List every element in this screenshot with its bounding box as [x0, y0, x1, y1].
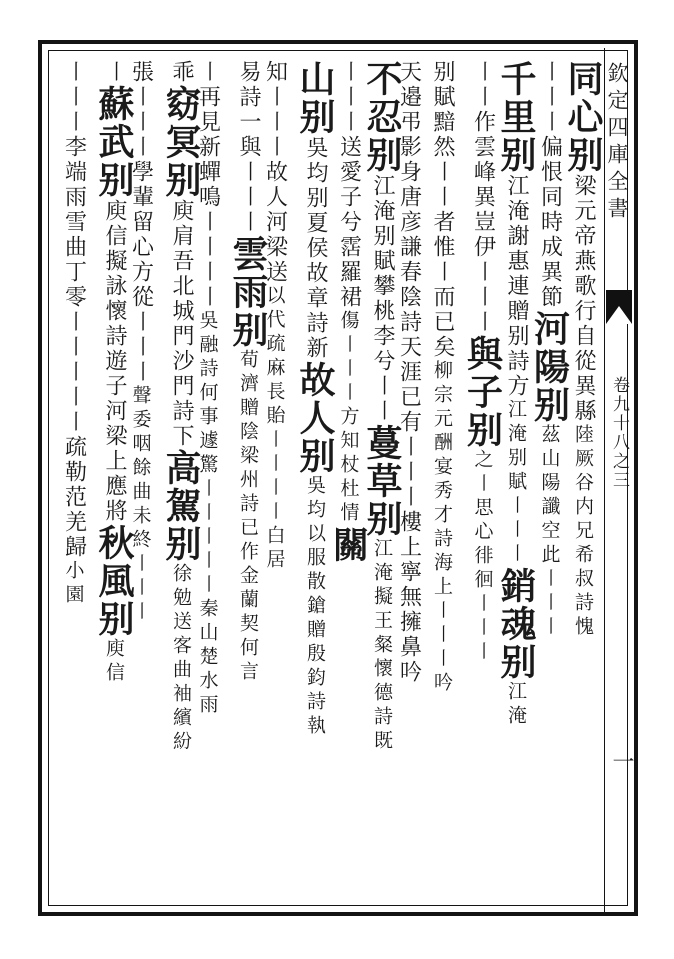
- text-column: [294, 60, 336, 739]
- entry-heading: 銷魂别: [495, 567, 537, 681]
- main-text: 江淹别賦攀桃李兮〡〡: [370, 174, 395, 424]
- entry-heading: 不忍别: [361, 60, 403, 174]
- main-text: 梁元帝燕歌行自從異縣: [571, 174, 596, 424]
- annotation-text: 江淹别賦〡〡〡: [505, 399, 527, 567]
- annotation-text: 之〡思心徘徊〡〡〡: [471, 449, 494, 665]
- main-text: 〡〡〡李端雨雪曲丁零〡〡〡〡〡疏勒范羌歸: [61, 60, 87, 560]
- annotation-text: 以代疏麻長貽〡〡〡〡白居: [263, 285, 286, 573]
- annotation-text: 吳融詩何事遽驚〡〡〡〡〡秦山楚水雨: [196, 310, 219, 718]
- entry-heading: 河陽别: [528, 310, 571, 424]
- entry-heading: 同心别: [562, 60, 604, 174]
- entry-heading: 關: [327, 526, 370, 564]
- main-text: 張〡〡〡學輩留心方從〡〡〡: [128, 60, 154, 385]
- annotation-text: 傷〡〡〡方知杖杜情: [337, 310, 360, 526]
- fishtail-notch: [606, 306, 632, 324]
- annotation-text: 聲委咽餘曲未終〡〡〡: [129, 385, 152, 625]
- text-column: [160, 60, 202, 755]
- volume-number: 卷九十八之三: [609, 376, 629, 490]
- entry-heading: 千里别: [495, 60, 537, 174]
- main-text: 〡〡作雲峰異豈伊〡〡〡: [470, 60, 496, 335]
- text-column: [361, 60, 403, 754]
- annotation-text: 吳均以服散鎗贈殷鈞詩執: [304, 475, 326, 739]
- text-column: [93, 60, 135, 686]
- main-text: 庾肩吾北城門沙門詩下: [169, 199, 194, 449]
- main-text: 〡〡〡送愛子兮霑羅裙: [336, 60, 362, 310]
- annotation-text: 荀濟贈陰梁州詩已作金蘭契何言: [237, 349, 259, 685]
- annotation-text: 小園: [62, 560, 85, 608]
- annotation-text: 柳宗元酬宴秀才詩海上〡〡〡吟: [431, 360, 453, 696]
- annotation-text: 江淹: [505, 681, 527, 729]
- text-column: [431, 60, 453, 696]
- page-mark: 一: [609, 750, 634, 773]
- text-column: [63, 60, 85, 608]
- main-text: 〡〡〡偏恨同時成異節: [537, 60, 563, 310]
- entry-heading: 故人别: [294, 361, 336, 475]
- annotation-text: 江淹擬王粲懷德詩既: [371, 538, 393, 754]
- main-text: 庾信擬詠懷詩遊子河梁上應將: [102, 199, 127, 524]
- annotation-text: 茲山陽讖空此〡〡〡: [538, 424, 561, 640]
- main-text: 别賦黯然〡〡者惟〡而已矣: [430, 60, 455, 360]
- annotation-text: 徐勉送客曲袖繽紛: [170, 563, 192, 755]
- main-text: 知〡〡〡故人河梁送: [262, 60, 288, 285]
- main-text: 〡再見新蟬鳴〡〡〡〡: [195, 60, 221, 310]
- entry-heading: 窈冥别: [160, 85, 202, 199]
- entry-heading: 秋風别: [93, 524, 135, 638]
- main-text: 天邉弔影身唐彦謙春陰詩天涯已有〡〡〡樓上寧無擁鼻吟: [396, 60, 422, 685]
- entry-heading: 山别: [294, 60, 336, 136]
- entry-heading: 雲雨别: [227, 235, 269, 349]
- text-column: [227, 60, 269, 685]
- entry-heading: 蔓草别: [361, 424, 403, 538]
- main-text: 易詩一與〡〡〡: [236, 60, 261, 235]
- annotation-text: 庾信: [103, 638, 125, 686]
- entry-heading: 與子别: [461, 335, 504, 449]
- entry-heading: 蘇武别: [93, 85, 135, 199]
- book-title: 欽定四庫全書: [605, 62, 629, 224]
- main-text: 乖: [169, 60, 194, 85]
- main-text: 〡: [102, 60, 127, 85]
- entry-heading: 高駕别: [160, 449, 202, 563]
- text-column: [461, 60, 504, 665]
- annotation-text: 陸厥谷内兄希叔詩愧: [572, 424, 594, 640]
- main-text: 江淹謝惠連贈别詩方: [504, 174, 529, 399]
- main-text: 吳均别夏侯故章詩新: [303, 136, 328, 361]
